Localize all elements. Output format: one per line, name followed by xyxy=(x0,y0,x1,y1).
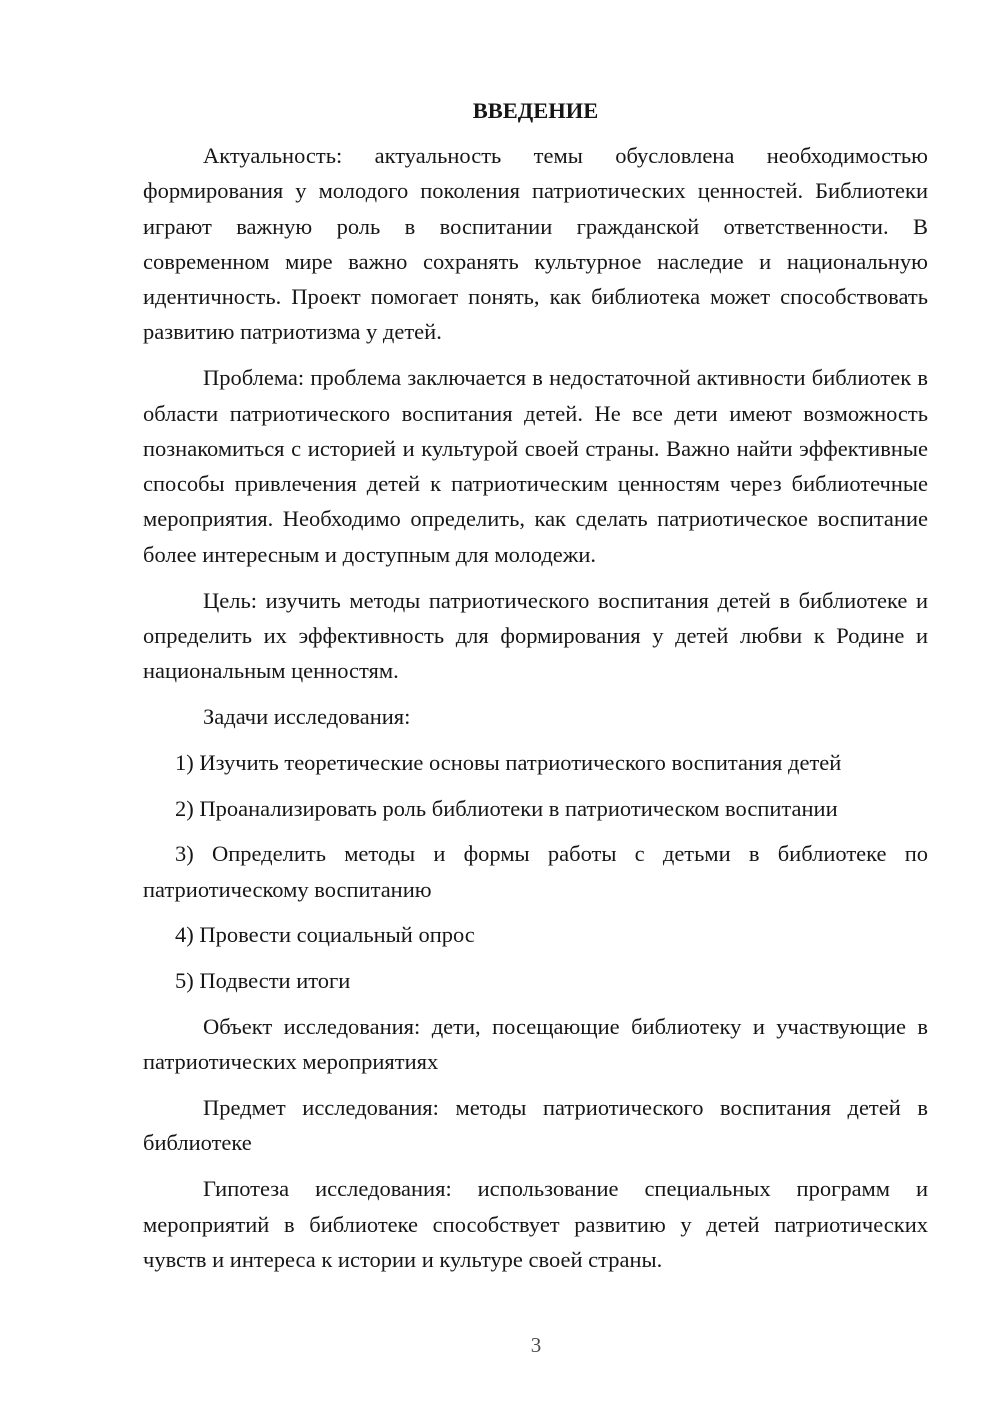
document-body xyxy=(143,93,928,1288)
section-heading: ВВЕДЕНИЕ xyxy=(472,98,599,123)
page-number: 3 xyxy=(530,1333,542,1357)
goal-paragraph: Цель: изучить методы патриотического воспитания детей в библиотеке и определить их эффективность для формирования у детей любви к Родине и национальным ценностям. xyxy=(143,587,928,684)
tasks-heading: Задачи исследования: xyxy=(203,703,411,729)
subject-paragraph: Предмет исследования: методы патриотического воспитания детей в библиотеке xyxy=(143,1095,928,1156)
problem-paragraph: Проблема: проблема заключается в недостаточной активности библиотек в области патриотического воспитания детей. Не все дети имеют возможность познакомиться с историей и культурой своей страны. Важно найти эффективные способы привлечения детей к патриотическим ценностям через библиотечные мероприятия. Необходимо определить, как сделать патриотическое воспитание более интересным и доступным для молодежи. xyxy=(143,365,928,567)
task-item: 4) Провести социальный опрос xyxy=(175,922,475,948)
task-item: 3) Определить методы и формы работы с детьми в библиотеке по патриотическому воспитанию xyxy=(143,841,928,902)
hypothesis-paragraph: Гипотеза исследования: использование специальных программ и мероприятий в библиотеке способствует развитию у детей патриотических чувств и интереса к истории и культуре своей страны. xyxy=(143,1176,928,1272)
task-item: 1) Изучить теоретические основы патриотического воспитания детей xyxy=(175,749,842,775)
task-item: 2) Проанализировать роль библиотеки в патриотическом воспитании xyxy=(175,795,838,821)
object-paragraph: Объект исследования: дети, посещающие библиотеку и участвующие в патриотических мероприятиях xyxy=(143,1014,928,1075)
relevance-paragraph: Актуальность: актуальность темы обусловлена необходимостью формирования у молодого поколения патриотических ценностей. Библиотеки играют важную роль в воспитании гражданской ответственности. В современном мире важно сохранять культурное наследие и национальную идентичность. Проект помогает понять, как библиотека может способствовать развитию патриотизма у детей. xyxy=(143,143,928,345)
task-item: 5) Подвести итоги xyxy=(175,968,351,994)
